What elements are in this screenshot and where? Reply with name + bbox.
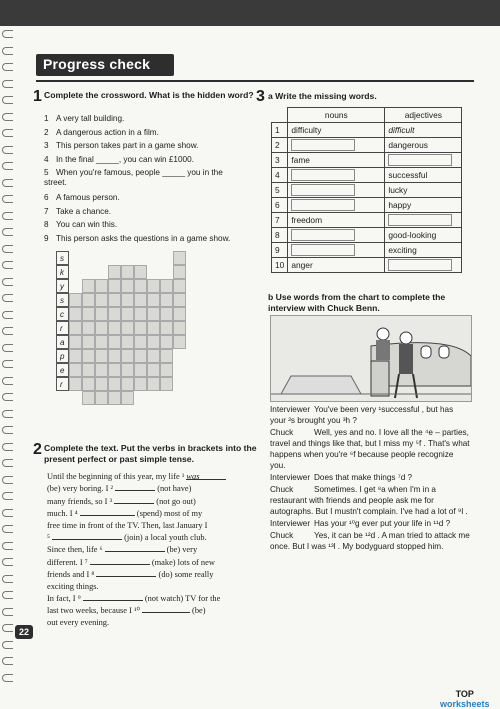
example-answer: was	[186, 472, 200, 481]
crossword-cell[interactable]	[95, 307, 108, 321]
answer-box[interactable]	[291, 184, 355, 196]
noun-text: freedom	[291, 215, 323, 225]
text-line: (make) lots of new	[151, 557, 215, 567]
crossword-cell	[56, 251, 69, 265]
crossword-letter: p	[60, 352, 65, 361]
crossword-cell[interactable]	[160, 363, 173, 377]
interview-line	[270, 472, 470, 483]
clue-item	[44, 234, 244, 244]
crossword-cell[interactable]	[121, 279, 134, 293]
binding-ring	[2, 657, 13, 665]
answer-blank-4[interactable]	[80, 507, 135, 516]
binding-ring	[2, 113, 13, 121]
crossword-letter: c	[60, 310, 64, 319]
crossword-cell[interactable]	[147, 335, 160, 349]
crossword-cell[interactable]	[69, 307, 82, 321]
crossword-cell[interactable]	[173, 265, 186, 279]
answer-blank-9[interactable]	[83, 592, 143, 601]
speaker-text: You've been very ¹successful , but has your ²s brought you ³h ?	[270, 405, 454, 425]
speaker-name: Chuck	[270, 531, 294, 540]
crossword-cell[interactable]	[121, 293, 134, 307]
clue-number: 3	[44, 141, 49, 150]
text-line: Since then, life	[47, 545, 98, 555]
clue-number: 8	[44, 220, 49, 229]
crossword-grid	[56, 251, 196, 431]
text-line: out every evening.	[47, 617, 110, 627]
noun-text: difficulty	[291, 125, 322, 135]
crossword-cell[interactable]	[95, 279, 108, 293]
binding-ring	[2, 426, 13, 434]
binding-ring	[2, 624, 13, 632]
crossword-cell[interactable]	[121, 307, 134, 321]
exercise-2-text: Until the beginning of this year, my life ¹ was (be) very boring. I ² (not have) many friends, so I ³ (not go out) much. I ⁴ (spend) most of my free time in front of the TV. Then, last January I ⁵ (join) a local youth club. Since then, life ⁶ (be) very different. I ⁷ (make) lots of new friends and I ⁸ (do) some really exciting things. In fact, I ⁹ (not watch) TV for the last two weeks, because I ¹⁰ (be) out every evening.	[47, 471, 237, 628]
crossword-cell[interactable]	[160, 293, 173, 307]
clue-text: A dangerous action in a film.	[56, 127, 159, 137]
crossword-cell[interactable]	[82, 377, 95, 391]
crossword-cell[interactable]	[108, 321, 121, 335]
header-nouns: nouns	[288, 108, 385, 123]
speaker-name: Interviewer	[270, 473, 311, 482]
text-line: (be) very	[166, 545, 198, 555]
table-row	[272, 153, 462, 168]
speaker-text: Well, yes and no. I love all the ⁴e – parties, travel and things like that, but I miss my ⁵f . That's what happens when you're ⁶f because people recognize you.	[270, 428, 470, 470]
table-row	[272, 138, 462, 153]
crossword-cell[interactable]	[160, 335, 173, 349]
clue-number: 1	[44, 114, 49, 123]
binding-ring	[2, 278, 13, 286]
crossword-cell[interactable]	[82, 335, 95, 349]
crossword-cell[interactable]	[147, 363, 160, 377]
crossword-cell[interactable]	[95, 293, 108, 307]
crossword-letter: s	[60, 296, 64, 305]
clue-number: 4	[44, 154, 49, 164]
answer-blank-3[interactable]	[114, 495, 154, 504]
speaker-name: Interviewer	[270, 519, 311, 528]
text-line: (not go out)	[156, 496, 196, 506]
crossword-cell[interactable]	[134, 335, 147, 349]
clue-item	[44, 114, 244, 124]
row-number: 9	[272, 243, 288, 258]
crossword-cell[interactable]	[69, 293, 82, 307]
text-line: free time in front of the TV. Then, last January I	[47, 520, 208, 530]
clue-text: A famous person.	[56, 193, 120, 202]
binding-ring	[2, 96, 13, 104]
crossword-cell[interactable]	[69, 349, 82, 363]
binding-ring	[2, 245, 13, 253]
clue-number: 5	[44, 168, 49, 177]
crossword-cell[interactable]	[82, 349, 95, 363]
crossword-cell[interactable]	[160, 321, 173, 335]
crossword-cell[interactable]	[108, 335, 121, 349]
answer-blank-6[interactable]	[105, 543, 165, 552]
noun-cell[interactable]	[288, 138, 385, 153]
crossword-cell[interactable]	[147, 307, 160, 321]
row-number: 4	[272, 168, 288, 183]
text-line: In fact, I	[47, 594, 76, 604]
interview-line	[270, 427, 470, 471]
text-line: last two weeks, because I	[47, 606, 132, 616]
crossword-cell[interactable]	[108, 265, 121, 279]
adjective-cell[interactable]	[385, 153, 462, 168]
crossword-cell	[56, 307, 69, 321]
text-line: (be)	[192, 606, 206, 616]
binding-ring	[2, 344, 13, 352]
crossword-cell[interactable]	[82, 391, 95, 405]
clue-text: You can win this.	[56, 220, 118, 229]
speaker-name: Chuck	[270, 485, 294, 494]
crossword-cell	[56, 335, 69, 349]
speaker-name: Interviewer	[270, 405, 311, 414]
text-line: much. I	[47, 509, 73, 519]
row-number: 3	[272, 153, 288, 168]
airplane-scene-icon	[271, 316, 471, 401]
interview-line	[270, 404, 470, 426]
crossword-cell[interactable]	[121, 349, 134, 363]
clue-number: 7	[44, 206, 49, 216]
noun-cell[interactable]	[288, 228, 385, 243]
crossword-letter: s	[60, 254, 64, 263]
crossword-cell	[56, 321, 69, 335]
row-number: 10	[272, 258, 288, 273]
noun-cell[interactable]	[288, 243, 385, 258]
crossword-cell[interactable]	[160, 307, 173, 321]
clue-text: Take a chance.	[56, 206, 112, 216]
speaker-name: Chuck	[270, 428, 294, 437]
answer-blank-8[interactable]	[96, 568, 156, 577]
binding-ring	[2, 63, 13, 71]
answer-box[interactable]	[291, 229, 355, 241]
binding-ring	[2, 575, 13, 583]
binding-ring	[2, 47, 13, 55]
noun-cell	[288, 213, 385, 228]
crossword-cell[interactable]	[82, 293, 95, 307]
binding-ring	[2, 674, 13, 682]
crossword-cell[interactable]	[82, 363, 95, 377]
crossword-cell[interactable]	[108, 363, 121, 377]
text-line: (join) a local youth club.	[124, 533, 207, 543]
clue-item	[44, 128, 244, 138]
crossword-cell[interactable]	[134, 363, 147, 377]
text-line: exciting things.	[47, 581, 99, 591]
crossword-cell	[56, 363, 69, 377]
crossword-cell[interactable]	[108, 377, 121, 391]
crossword-cell[interactable]	[134, 377, 147, 391]
crossword-cell[interactable]	[95, 335, 108, 349]
text-line: different. I	[47, 557, 83, 567]
crossword-cell[interactable]	[173, 307, 186, 321]
binding-ring	[2, 525, 13, 533]
adjective-cell	[385, 198, 462, 213]
crossword-cell[interactable]	[121, 335, 134, 349]
crossword-cell[interactable]	[173, 251, 186, 265]
binding-ring	[2, 212, 13, 220]
binding-ring	[2, 294, 13, 302]
adjective-cell	[385, 168, 462, 183]
binding-ring	[2, 476, 13, 484]
adjective-text: good-looking	[388, 230, 437, 240]
crossword-cell[interactable]	[134, 279, 147, 293]
clue-item	[44, 193, 244, 203]
adjective-text: lucky	[388, 185, 408, 195]
binding-ring	[2, 509, 13, 517]
adjective-cell	[385, 243, 462, 258]
spiral-binding	[2, 30, 16, 690]
crossword-cell[interactable]	[134, 265, 147, 279]
speaker-text: Does that make things ⁷d ?	[314, 473, 413, 482]
noun-cell	[288, 153, 385, 168]
answer-box[interactable]	[291, 244, 355, 256]
answer-blank-5[interactable]	[52, 531, 122, 540]
answer-blank-10[interactable]	[142, 604, 190, 613]
speaker-text: Yes, it can be ¹²d . A man tried to attack me once. But I was ¹³l . My bodyguard stopped him.	[270, 531, 470, 551]
footer-line-2: worksheets	[440, 699, 490, 709]
answer-box[interactable]	[291, 169, 355, 181]
crossword-cell[interactable]	[69, 377, 82, 391]
answer-box[interactable]	[291, 139, 355, 151]
binding-ring	[2, 327, 13, 335]
crossword-cell[interactable]	[121, 377, 134, 391]
noun-text: anger	[291, 260, 313, 270]
binding-ring	[2, 129, 13, 137]
clue-item	[44, 207, 244, 217]
crossword-cell[interactable]	[134, 349, 147, 363]
binding-ring	[2, 360, 13, 368]
table-row	[272, 243, 462, 258]
word-table	[271, 107, 462, 273]
interview-line	[270, 484, 470, 517]
footer-line-1: TOP	[455, 689, 474, 699]
crossword-cell[interactable]	[82, 321, 95, 335]
adjective-text: successful	[388, 170, 428, 180]
clue-item	[44, 168, 244, 188]
crossword-cell[interactable]	[69, 335, 82, 349]
adjective-text: dangerous	[388, 140, 428, 150]
binding-ring	[2, 443, 13, 451]
crossword-cell[interactable]	[108, 279, 121, 293]
adjective-cell[interactable]	[385, 213, 462, 228]
footer-logo	[440, 689, 490, 709]
noun-cell[interactable]	[288, 183, 385, 198]
crossword-cell[interactable]	[173, 335, 186, 349]
crossword-cell[interactable]	[108, 293, 121, 307]
noun-cell[interactable]	[288, 198, 385, 213]
text-line: many friends, so I	[47, 496, 108, 506]
adjective-cell	[385, 183, 462, 198]
crossword-cell[interactable]	[108, 391, 121, 405]
adjective-text: exciting	[388, 245, 417, 255]
crossword-cell	[56, 279, 69, 293]
answer-blank-1[interactable]	[186, 471, 226, 480]
header-adjectives: adjectives	[385, 108, 462, 123]
clue-text: A very tall building.	[56, 114, 125, 123]
crossword-cell[interactable]	[82, 307, 95, 321]
crossword-letter: y	[60, 282, 64, 291]
crossword-cell[interactable]	[147, 321, 160, 335]
exercise-number-2: 2	[33, 441, 42, 458]
text-line: (not watch) TV for the	[144, 594, 221, 604]
crossword-letter: a	[60, 338, 65, 347]
crossword-cell	[56, 265, 69, 279]
crossword-cell[interactable]	[95, 363, 108, 377]
page-number: 22	[15, 625, 33, 639]
table-row	[272, 198, 462, 213]
crossword-cell[interactable]	[160, 377, 173, 391]
binding-ring	[2, 591, 13, 599]
noun-text: fame	[291, 155, 310, 165]
clue-text: This person takes part in a game show.	[56, 141, 199, 150]
binding-ring	[2, 162, 13, 170]
noun-cell[interactable]	[288, 168, 385, 183]
noun-cell	[288, 123, 385, 138]
crossword-cell[interactable]	[121, 265, 134, 279]
crossword-cell[interactable]	[147, 279, 160, 293]
binding-ring	[2, 261, 13, 269]
binding-ring	[2, 410, 13, 418]
adjective-cell	[385, 123, 462, 138]
crossword-cell[interactable]	[160, 279, 173, 293]
top-bar	[0, 0, 500, 26]
text-line: (not have)	[157, 484, 192, 494]
crossword-cell[interactable]	[173, 279, 186, 293]
clue-text: In the final _____, you can win £1000.	[56, 154, 194, 164]
crossword-cell[interactable]	[147, 377, 160, 391]
speaker-text: Has your ¹⁰g ever put your life in ¹¹d ?	[314, 519, 451, 528]
table-row	[272, 123, 462, 138]
crossword-cell[interactable]	[134, 307, 147, 321]
answer-blank-2[interactable]	[115, 482, 155, 491]
crossword-cell[interactable]	[82, 279, 95, 293]
crossword-cell[interactable]	[108, 349, 121, 363]
text-line: (do) some really	[158, 570, 214, 580]
crossword-cell[interactable]	[69, 363, 82, 377]
header-rule	[36, 80, 474, 82]
row-number: 7	[272, 213, 288, 228]
interview-text	[270, 404, 470, 553]
crossword-cell[interactable]	[121, 363, 134, 377]
crossword-cell[interactable]	[95, 391, 108, 405]
exercise-2-instruction: Complete the text. Put the verbs in brackets into the present perfect or past simple tense.	[44, 443, 257, 464]
binding-ring	[2, 311, 13, 319]
binding-ring	[2, 393, 13, 401]
crossword-cell[interactable]	[95, 321, 108, 335]
crossword-cell[interactable]	[147, 293, 160, 307]
text-line: friends and I	[47, 570, 90, 580]
crossword-cell[interactable]	[173, 293, 186, 307]
binding-ring	[2, 80, 13, 88]
crossword-letter: r	[60, 324, 63, 333]
binding-ring	[2, 558, 13, 566]
table-row	[272, 183, 462, 198]
crossword-letter: k	[60, 268, 64, 277]
answer-box[interactable]	[388, 259, 452, 271]
clue-text: When you're famous, people _____ you in the street.	[44, 168, 223, 187]
answer-box[interactable]	[388, 154, 452, 166]
binding-ring	[2, 542, 13, 550]
clue-text: This person asks the questions in a game show.	[56, 233, 231, 243]
crossword-cell[interactable]	[134, 321, 147, 335]
crossword-cell	[56, 377, 69, 391]
binding-ring	[2, 641, 13, 649]
table-row	[272, 168, 462, 183]
interview-line	[270, 518, 470, 529]
crossword-cell[interactable]	[121, 391, 134, 405]
adjective-text: difficult	[388, 125, 415, 135]
crossword-cell[interactable]	[147, 349, 160, 363]
clue-number: 9	[44, 233, 49, 243]
clue-number: 6	[44, 193, 49, 202]
interview-line	[270, 530, 470, 552]
binding-ring	[2, 146, 13, 154]
exercise-3b-instruction: b Use words from the chart to complete the interview with Chuck Benn.	[268, 292, 446, 313]
row-number: 5	[272, 183, 288, 198]
crossword-cell[interactable]	[108, 307, 121, 321]
section-header	[36, 54, 174, 76]
clue-item	[44, 220, 244, 230]
crossword-letter: e	[60, 366, 65, 375]
crossword-cell	[56, 293, 69, 307]
exercise-number-3: 3	[256, 88, 265, 105]
crossword-cell[interactable]	[134, 293, 147, 307]
crossword-cell[interactable]	[69, 321, 82, 335]
binding-ring	[2, 179, 13, 187]
noun-cell	[288, 258, 385, 273]
text-line: Until the beginning of this year, my life	[47, 472, 180, 481]
speaker-text: Sometimes. I get ⁸a when I'm in a restaurant with friends and people ask me for autographs. But I mustn't complain. I've had a lot of ⁹l .	[270, 485, 468, 516]
exercise-3a-instruction: a Write the missing words.	[268, 91, 377, 101]
crossword-cell[interactable]	[160, 349, 173, 363]
crossword-cell[interactable]	[121, 321, 134, 335]
binding-ring	[2, 459, 13, 467]
adjective-text: happy	[388, 200, 412, 210]
exercise-number-1: 1	[33, 88, 42, 105]
table-row	[272, 228, 462, 243]
crossword-cell	[56, 349, 69, 363]
binding-ring	[2, 195, 13, 203]
crossword-cell[interactable]	[95, 349, 108, 363]
text-line: (be) very boring. I	[47, 484, 109, 494]
table-row	[272, 258, 462, 273]
text-line: (spend) most of my	[136, 509, 203, 519]
crossword-cell[interactable]	[95, 377, 108, 391]
binding-ring	[2, 228, 13, 236]
row-number: 2	[272, 138, 288, 153]
binding-ring	[2, 377, 13, 385]
binding-ring	[2, 30, 13, 38]
table-row	[272, 213, 462, 228]
clue-number: 2	[44, 127, 49, 137]
answer-box[interactable]	[388, 214, 452, 226]
row-number: 1	[272, 123, 288, 138]
crossword-cell[interactable]	[173, 321, 186, 335]
clue-item	[44, 155, 244, 165]
exercise-1-instruction: Complete the crossword. What is the hidden word?	[44, 90, 254, 100]
adjective-cell[interactable]	[385, 258, 462, 273]
binding-ring	[2, 608, 13, 616]
crossword-letter: r	[60, 380, 63, 389]
row-number: 8	[272, 228, 288, 243]
interview-illustration	[270, 315, 472, 402]
adjective-cell	[385, 138, 462, 153]
adjective-cell	[385, 228, 462, 243]
row-number: 6	[272, 198, 288, 213]
binding-ring	[2, 492, 13, 500]
answer-box[interactable]	[291, 199, 355, 211]
page-title: Progress check	[43, 56, 151, 72]
clue-item	[44, 141, 244, 151]
answer-blank-7[interactable]	[90, 556, 150, 565]
